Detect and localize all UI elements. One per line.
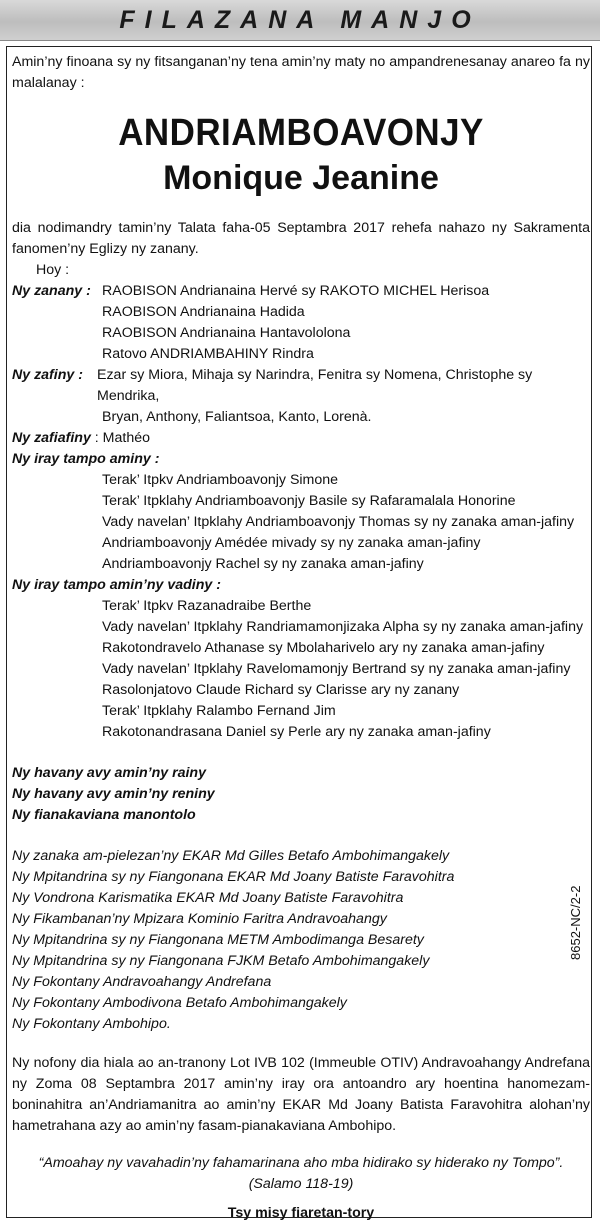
- list-item: Ny havany avy amin’ny reniny: [12, 786, 215, 802]
- list-item: Ny Fikambanan’ny Mpizara Kominio Faritra Andravoahangy: [12, 911, 387, 927]
- list-item: Terak’ Itpkv Razanadraibe Berthe: [102, 598, 312, 614]
- deceased-given-names: Monique Jeanine: [163, 159, 439, 197]
- list-item: Ny Mpitandrina sy ny Fiangonana METM Ambodimanga Besarety: [12, 932, 424, 948]
- list-item: Andriamboavonjy Amédée mivady sy ny zanaka aman-jafiny: [102, 535, 481, 551]
- list-item: Ratovo ANDRIAMBAHINY Rindra: [102, 346, 314, 362]
- list-item: Vady navelan’ Itpklahy Randriamamonjizaka Alpha sy ny zanaka aman-jafiny: [102, 619, 584, 635]
- list-item: RAOBISON Andrianaina Hadida: [102, 304, 305, 320]
- closing-text: Tsy misy fiaretan-tory: [227, 1205, 375, 1221]
- great-grandchildren-sep: :: [90, 430, 103, 446]
- list-item: Ny Vondrona Karismatika EKAR Md Joany Batiste Faravohitra: [12, 890, 404, 906]
- list-item: Ny Mpitandrina sy ny Fiangonana EKAR Md Joany Batiste Faravohitra: [12, 869, 455, 885]
- great-grandchildren-section: [12, 428, 590, 449]
- great-grandchildren-value: Mathéo: [102, 430, 150, 446]
- great-grandchildren-label: Ny zafiafiny: [12, 430, 91, 446]
- list-item: Terak’ Itpkv Andriamboavonjy Simone: [102, 472, 339, 488]
- list-item: Vady navelan’ Itpklahy Ravelomamonjy Bertrand sy ny zanaka aman-jafiny: [102, 661, 571, 677]
- list-item: Ny fianakaviana manontolo: [12, 807, 196, 823]
- siblings-own-list: [12, 470, 590, 575]
- list-item: Rasolonjatovo Claude Richard sy Clarisse ary ny zanany: [102, 682, 460, 698]
- list-item: Ny Mpitandrina sy ny Fiangonana FJKM Betafo Ambohimangakely: [12, 953, 430, 969]
- relatives-list: [12, 763, 590, 826]
- list-item: Rakotondravelo Athanase sy Mbolaharivelo ary ny zanaka aman-jafiny: [102, 640, 545, 656]
- list-item: Ny Fokontany Andravoahangy Andrefana: [12, 974, 272, 990]
- list-item: RAOBISON Andrianaina Hervé sy RAKOTO MICHEL Herisoa: [102, 283, 490, 299]
- children-section: [12, 281, 590, 365]
- list-item: RAOBISON Andrianaina Hantavololona: [102, 325, 351, 341]
- notice-body: [12, 52, 590, 1224]
- reference-code: 8652-NC/2-2: [568, 885, 583, 960]
- list-item: Ny Fokontany Ambohipo.: [12, 1016, 171, 1032]
- deceased-surname: ANDRIAMBOAVONJY: [118, 112, 484, 154]
- list-item: Terak’ Itpklahy Andriamboavonjy Basile sy Rafaramalala Honorine: [102, 493, 516, 509]
- siblings-own-label: Ny iray tampo aminy :: [12, 451, 160, 467]
- children-label: Ny zanany :: [12, 283, 91, 299]
- grandchildren-line-2: Bryan, Anthony, Faliantsoa, Kanto, Lorenà.: [102, 409, 372, 425]
- header-banner: [0, 0, 600, 41]
- hoy-label: Hoy :: [36, 262, 70, 278]
- list-item: Rakotonandrasana Daniel sy Perle ary ny zanaka aman-jafiny: [102, 724, 491, 740]
- list-item: Ny havany avy amin’ny rainy: [12, 765, 206, 781]
- siblings-spouse-label: Ny iray tampo amin’ny vadiny :: [12, 577, 221, 593]
- grandchildren-line-1: Ezar sy Miora, Mihaja sy Narindra, Fenitra sy Nomena, Christophe sy Mendrika,: [97, 367, 533, 404]
- grandchildren-section: [12, 365, 590, 407]
- list-item: Ny Fokontany Ambodivona Betafo Ambohimangakely: [12, 995, 347, 1011]
- funeral-text: Ny nofony dia hiala ao an-tranony Lot IVB 102 (Immeuble OTIV) Andravoahangy Andrefana ny Zoma 08 Septambra 2017 amin’ny iray ora antoandro ary hoentina hanomezam-boninahitra an’Andriamanitra ao amin’ny EKAR Md Joany Batista Faravohitra alohan’ny hametrahana azy ao amin’ny fasam-pianakaviana Ambohipo.: [12, 1055, 590, 1134]
- quote-reference: (Salamo 118-19): [248, 1176, 354, 1192]
- quote-text: “Amoahay ny vavahadin’ny fahamarinana aho mba hidirako sy hiderako ny Tompo”.: [38, 1155, 564, 1171]
- siblings-spouse-list: [12, 596, 590, 743]
- list-item: Andriamboavonjy Rachel sy ny zanaka aman-jafiny: [102, 556, 424, 572]
- grandchildren-label: Ny zafiny :: [12, 367, 83, 383]
- list-item: Terak’ Itpklahy Ralambo Fernand Jim: [102, 703, 336, 719]
- organizations-list: [12, 846, 590, 1035]
- intro-text: Amin’ny finoana sy ny fitsanganan’ny tena amin’ny maty no ampandrenesanay anareo fa ny malalanay :: [12, 54, 590, 91]
- page-title: FILAZANA MANJO: [119, 5, 481, 34]
- list-item: Vady navelan’ Itpklahy Andriamboavonjy Thomas sy ny zanaka aman-jafiny: [102, 514, 575, 530]
- death-text: dia nodimandry tamin’ny Talata faha-05 Septambra 2017 rehefa nahazo ny Sakramenta fanomen’ny Eglizy ny zanany.: [12, 220, 590, 257]
- children-list: [102, 281, 489, 365]
- list-item: Ny zanaka am-pielezan’ny EKAR Md Gilles Betafo Ambohimangakely: [12, 848, 450, 864]
